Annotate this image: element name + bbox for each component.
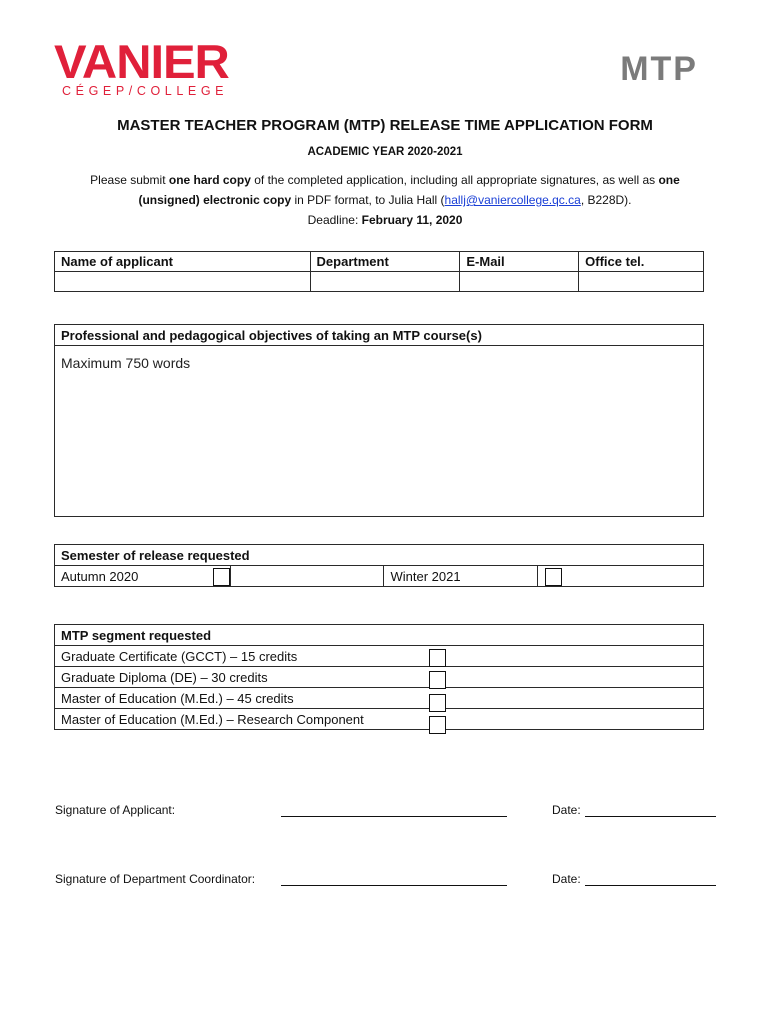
department-header: Department <box>310 252 460 272</box>
segment-heading: MTP segment requested <box>55 625 704 646</box>
segment-option-gcct: Graduate Certificate (GCCT) – 15 credits <box>55 646 704 667</box>
med-research-checkbox[interactable] <box>429 716 446 734</box>
objectives-heading: Professional and pedagogical objectives of taking an MTP course(s) <box>55 325 704 346</box>
segment-option-med: Master of Education (M.Ed.) – 45 credits <box>55 688 704 709</box>
name-field[interactable] <box>55 272 311 292</box>
segment-table <box>54 624 704 730</box>
deadline: Deadline: February 11, 2020 <box>307 213 463 227</box>
objectives-table <box>54 324 704 517</box>
office-tel-header: Office tel. <box>579 252 704 272</box>
program-tag: MTP <box>620 50 698 88</box>
de-checkbox[interactable] <box>429 671 446 689</box>
applicant-date-label: Date: <box>552 803 581 817</box>
med-checkbox[interactable] <box>429 694 446 712</box>
coordinator-date-line[interactable] <box>585 872 716 886</box>
semester-heading: Semester of release requested <box>55 545 704 566</box>
coordinator-signature-label: Signature of Department Coordinator: <box>55 872 256 886</box>
name-header: Name of applicant <box>55 252 311 272</box>
objectives-textarea[interactable]: Maximum 750 words <box>55 346 704 517</box>
applicant-info-table <box>54 251 704 292</box>
segment-option-de: Graduate Diploma (DE) – 30 credits <box>55 667 704 688</box>
email-link[interactable]: hallj@vaniercollege.qc.ca <box>444 193 581 207</box>
semester-table <box>54 544 704 587</box>
semester-option-autumn: Autumn 2020 <box>55 566 231 587</box>
applicant-date-line[interactable] <box>585 803 716 817</box>
coordinator-signature-line[interactable] <box>281 872 507 886</box>
email-field[interactable] <box>460 272 579 292</box>
vanier-logo-wordmark: VANIER <box>54 35 229 88</box>
applicant-signature-label: Signature of Applicant: <box>55 803 176 817</box>
applicant-signature-line[interactable] <box>281 803 507 817</box>
autumn-checkbox[interactable] <box>213 568 230 586</box>
submission-instructions: Please submit one hard copy of the completed application, including all appropriate signatures, as well as one (unsigned) electronic copy in PDF format, to Julia Hall (hallj@vaniercollege.qc.ca, B228D). Deadline: February 11, 2020 <box>90 173 680 227</box>
vanier-logo-subtitle: CÉGEP/COLLEGE <box>62 84 229 98</box>
email-header: E-Mail <box>460 252 579 272</box>
academic-year: ACADEMIC YEAR 2020-2021 <box>307 146 463 158</box>
segment-option-med-research: Master of Education (M.Ed.) – Research Component <box>55 709 704 730</box>
form-title: MASTER TEACHER PROGRAM (MTP) RELEASE TIME APPLICATION FORM <box>117 117 653 134</box>
semester-option-winter: Winter 2021 <box>384 566 538 587</box>
coordinator-date-label: Date: <box>552 872 581 886</box>
winter-checkbox[interactable] <box>545 568 562 586</box>
office-tel-field[interactable] <box>579 272 704 292</box>
department-field[interactable] <box>310 272 460 292</box>
gcct-checkbox[interactable] <box>429 649 446 667</box>
